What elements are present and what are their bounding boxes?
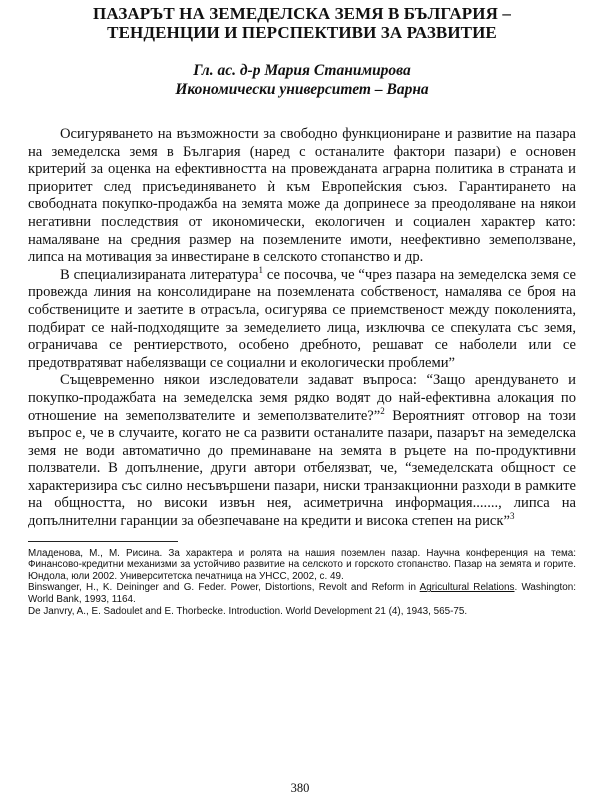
footnote-2-text-b: . Washington: World Bank, 1993, 1164. bbox=[28, 582, 576, 606]
footnote-ref-2[interactable]: 2 bbox=[380, 405, 385, 416]
page-title bbox=[28, 4, 576, 42]
paragraph-2-text-b: се посочва, че “чрез пазара на земеделска земя се провежда линия на консолидиране на поземлената собственост, намалява се броя на собствениците и заетите в отрасъла, осигурява се приемственост между поколенията, подбират се най-подходящите за земеделието лица, изключва се спекулата със земя, ограничава се рентиерството, особено дребното, решават се наболели или се предотвратяват набелязващи се социални и екологически проблеми” bbox=[28, 266, 576, 371]
title-line-1: ПАЗАРЪТ НА ЗЕМЕДЕЛСКА ЗЕМЯ В БЪЛГАРИЯ – bbox=[93, 4, 511, 23]
footnote-3: De Janvry, A., E. Sadoulet and E. Thorbecke. Introduction. World Development 21 (4), 1943, 565-75. bbox=[28, 605, 468, 617]
footnote-1: Младенова, М., М. Рисина. За характера и ролята на нашия поземлен пазар. Научна конференция на тема: Финансово-кредитни механизми за устойчиво развитие на селското и горското стопанство. Пазар на земята и горите. Юндола, юли 2002. Университетска печатница на УНСС, 2002, с. 49. bbox=[28, 547, 576, 582]
paragraph-3 bbox=[28, 372, 576, 530]
body-text bbox=[28, 126, 576, 531]
author-block bbox=[28, 61, 576, 99]
title-line-2: ТЕНДЕНЦИИ И ПЕРСПЕКТИВИ ЗА РАЗВИТИЕ bbox=[107, 23, 497, 42]
footnote-ref-3[interactable]: 3 bbox=[509, 511, 515, 522]
footnote-2-underlined: Agricultural Relations bbox=[419, 582, 515, 594]
footnote-2 bbox=[28, 582, 576, 605]
paragraph-2 bbox=[28, 264, 576, 373]
footnote-2-text-a: Binswanger, H., K. Deininger and G. Feder. Power, Distortions, Revolt and Reform in bbox=[28, 582, 420, 594]
paragraph-1-text: Осигуряването на възможности за свободно функциониране и развитие на пазара на земеделска земя в България (наред с останалите фактори пазари) е основен критерий за оценка на ефективността на провежданата аграрна политика в страната и приоритет след присъединяването ѝ към Европейския съюз. Гарантирането на свободната покупко-продажба на земята може да допринесе за преодоляване на някои негативни последствия от икономически, екологичен и социален характер като: намаляване на средния размер на поземлените имоти, неефективно земеползване, липса на мотивация за инвестиране в селското стопанство и др. bbox=[28, 126, 576, 266]
author-affiliation: Икономически университет – Варна bbox=[175, 81, 429, 98]
footnote-ref-1[interactable]: 1 bbox=[258, 264, 263, 275]
paragraph-3-text-a: Същевременно някои изследователи задават въпроса: “Защо арендуването и покупко-продажбата на земеделска земя рядко водят до най-ефективна алокация по отношение на земеползвателите и земеползвателите?” bbox=[28, 372, 576, 424]
page-number: 380 bbox=[290, 781, 310, 795]
footnotes bbox=[28, 548, 576, 618]
paragraph-2-text-a: В специализираната литература bbox=[60, 266, 259, 283]
paragraph-1 bbox=[28, 126, 576, 267]
paragraph-3-text-b: Вероятният отговор на този въпрос е, че в случаите, когато не са развити останалите пазари, пазарът на земеделска земя не води автоматично до преминаване на земята в ръцете на по-продуктивни ползватели. В допълнение, други автори отбелязват, че, “земеделската общност се характеризира със силно несъвършени пазари, ниски транзакционни разходи в рамките на общността, но високи извън нея, асиметрична информация......., липса на допълнителни гаранции за обезпечаване на кредити и висока степен на риск” bbox=[28, 407, 576, 530]
author-name: Гл. ас. д-р Мария Станимирова bbox=[193, 62, 411, 79]
footnote-divider bbox=[28, 541, 178, 542]
